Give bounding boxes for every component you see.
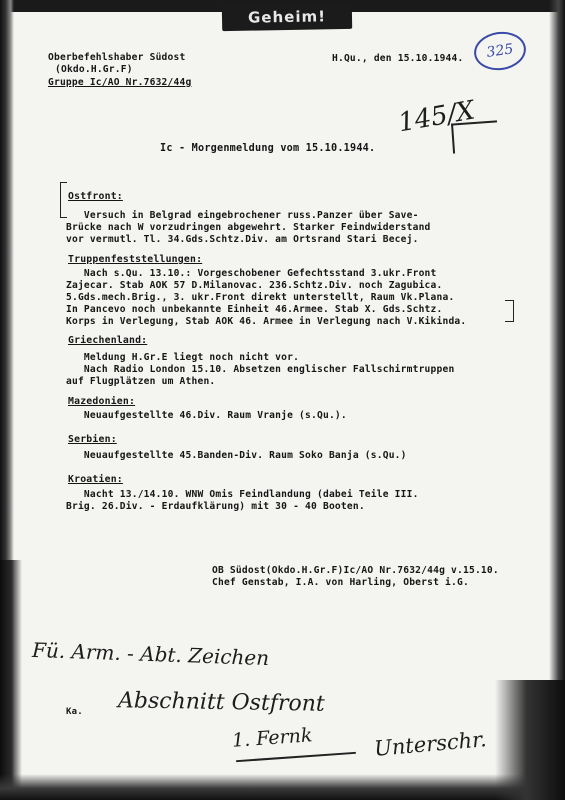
folio-box-mark: [451, 120, 499, 153]
handwritten-signature: Unterschr.: [373, 727, 488, 761]
report-title: Ic - Morgenmeldung vom 15.10.1944.: [160, 143, 376, 154]
handwritten-line-2: Abschnitt Ostfront: [117, 688, 325, 717]
sender-line-1: Oberbefehlshaber Südost: [48, 52, 186, 63]
griechenland-line-3: auf Flugplätzen um Athen.: [66, 376, 216, 387]
section-heading-griechenland: Griechenland:: [68, 335, 148, 346]
folio-number: 145/X: [395, 95, 477, 139]
ostfront-line-2: Brücke nach W vorzudringen abgewehrt. Starker Feindwiderstand: [66, 222, 431, 233]
kroatien-line-2: Brig. 26.Div. - Erdaufklärung) mit 30 - 40 Booten.: [66, 501, 365, 512]
truppen-line-3: 5.Gds.mech.Brig., 3. ukr.Front direkt unterstellt, Raum Vk.Plana.: [66, 292, 455, 303]
place-date: H.Qu., den 15.10.1944.: [332, 53, 464, 64]
handwritten-underline: [236, 752, 356, 762]
handwritten-line-1: Fü. Arm. - Abt. Zeichen: [31, 637, 270, 671]
margin-bracket-truppen: [505, 300, 514, 322]
truppen-line-1: Nach s.Qu. 13.10.: Vorgeschobener Gefechtsstand 3.ukr.Front: [66, 268, 437, 279]
handwritten-marker: Ka.: [66, 707, 83, 717]
serbien-line-1: Neuaufgestellte 45.Banden-Div. Raum Soko Banja (s.Qu.): [66, 450, 407, 461]
section-heading-ostfront: Ostfront:: [68, 191, 123, 202]
section-heading-truppenfeststellungen: Truppenfeststellungen:: [68, 254, 203, 265]
scan-edge-bottom: [0, 774, 565, 800]
handwritten-line-3: 1. Fernk: [231, 724, 314, 752]
sender-line-2: (Okdo.H.Gr.F): [55, 64, 133, 75]
mazedonien-line-1: Neuaufgestellte 46.Div. Raum Vranje (s.Qu.).: [66, 410, 347, 421]
scan-edge-left-lower: [0, 560, 22, 800]
sender-line-3: Gruppe Ic/AO Nr.7632/44g: [48, 77, 192, 88]
footer-reference-line-1: OB Südost(Okdo.H.Gr.F)Ic/AO Nr.7632/44g v.15.10.: [212, 565, 499, 576]
section-heading-serbien: Serbien:: [68, 434, 117, 445]
classification-stamp: Geheim!: [222, 3, 352, 31]
section-heading-mazedonien: Mazedonien:: [68, 396, 136, 407]
kroatien-line-1: Nacht 13./14.10. WNW Omis Feindlandung (dabei Teile III.: [66, 489, 419, 500]
archive-number-circle: 325: [472, 29, 529, 74]
truppen-line-5: Korps in Verlegung, Stab AOK 46. Armee in Verlegung nach V.Kikinda.: [66, 316, 467, 327]
truppen-line-4: In Pancevo noch unbekannte Einheit 46.Armee. Stab X. Gds.Schtz.: [66, 304, 443, 315]
ostfront-line-1: Versuch in Belgrad eingebrochener russ.Panzer über Save-: [66, 210, 419, 221]
griechenland-line-1: Meldung H.Gr.E liegt noch nicht vor.: [66, 352, 300, 363]
footer-reference-line-2: Chef Genstab, I.A. von Harling, Oberst i.G.: [212, 577, 469, 588]
truppen-line-2: Zajecar. Stab AOK 57 D.Milanovac. 236.Schtz.Div. noch Zagubica.: [66, 280, 443, 291]
griechenland-line-2: Nach Radio London 15.10. Absetzen englischer Fallschirmtruppen: [66, 364, 455, 375]
section-heading-kroatien: Kroatien:: [68, 474, 123, 485]
scan-edge-bottom-right: [495, 680, 565, 800]
ostfront-line-3: vor vermutl. Tl. 34.Gds.Schtz.Div. am Ortsrand Stari Becej.: [66, 234, 419, 245]
